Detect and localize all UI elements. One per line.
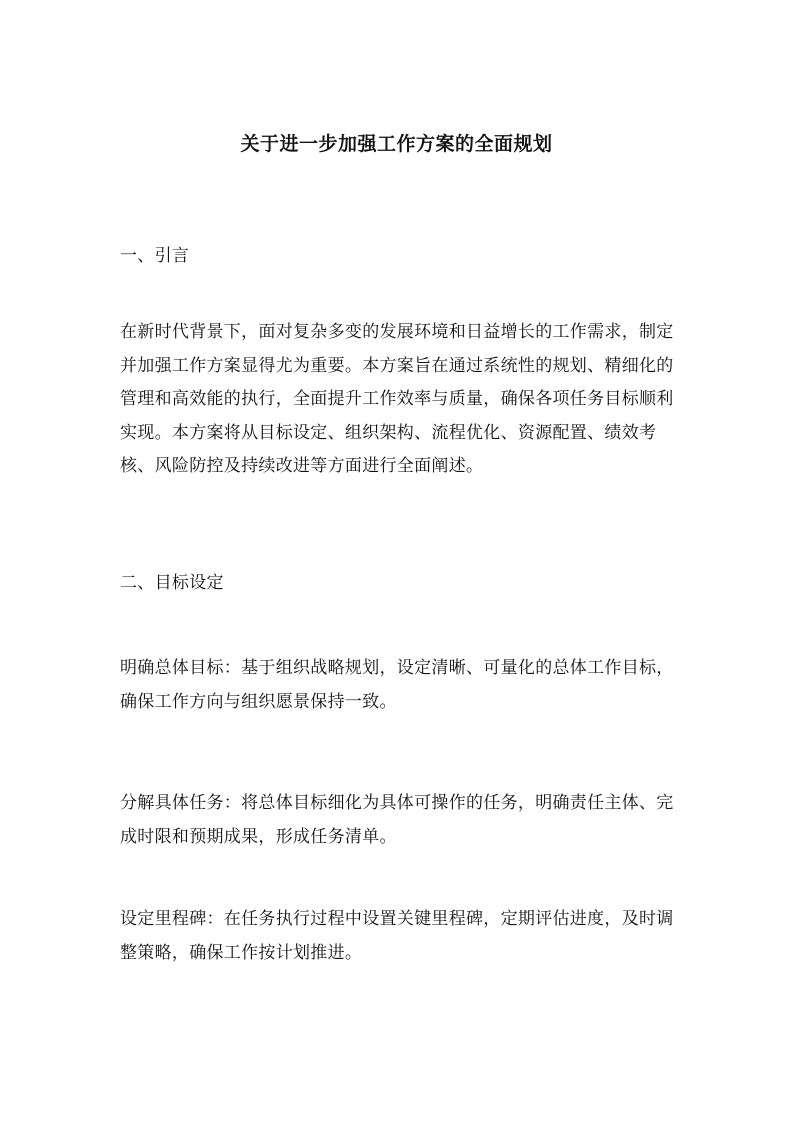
section-heading-goal-setting: 二、目标设定: [120, 573, 224, 593]
section-heading-introduction: 一、引言: [120, 246, 190, 266]
document-title: 关于进一步加强工作方案的全面规划: [240, 133, 553, 155]
goal-paragraph-task-breakdown: 分解具体任务：将总体目标细化为具体可操作的任务，明确责任主体、完成时限和预期成果，形成任务清单。: [120, 793, 674, 847]
introduction-paragraph: 在新时代背景下，面对复杂多变的发展环境和日益增长的工作需求，制定并加强工作方案显得尤为重要。本方案旨在通过系统性的规划、精细化的管理和高效能的执行，全面提升工作效率与质量，确保各项任务目标顺利实现。本方案将从目标设定、组织架构、流程优化、资源配置、绩效考核、风险防控及持续改进等方面进行全面阐述。: [120, 322, 674, 476]
goal-paragraph-overall-goal: 明确总体目标：基于组织战略规划，设定清晰、可量化的总体工作目标，确保工作方向与组织愿景保持一致。: [120, 658, 674, 712]
goal-paragraph-milestones: 设定里程碑：在任务执行过程中设置关键里程碑，定期评估进度，及时调整策略，确保工作按计划推进。: [120, 909, 674, 963]
